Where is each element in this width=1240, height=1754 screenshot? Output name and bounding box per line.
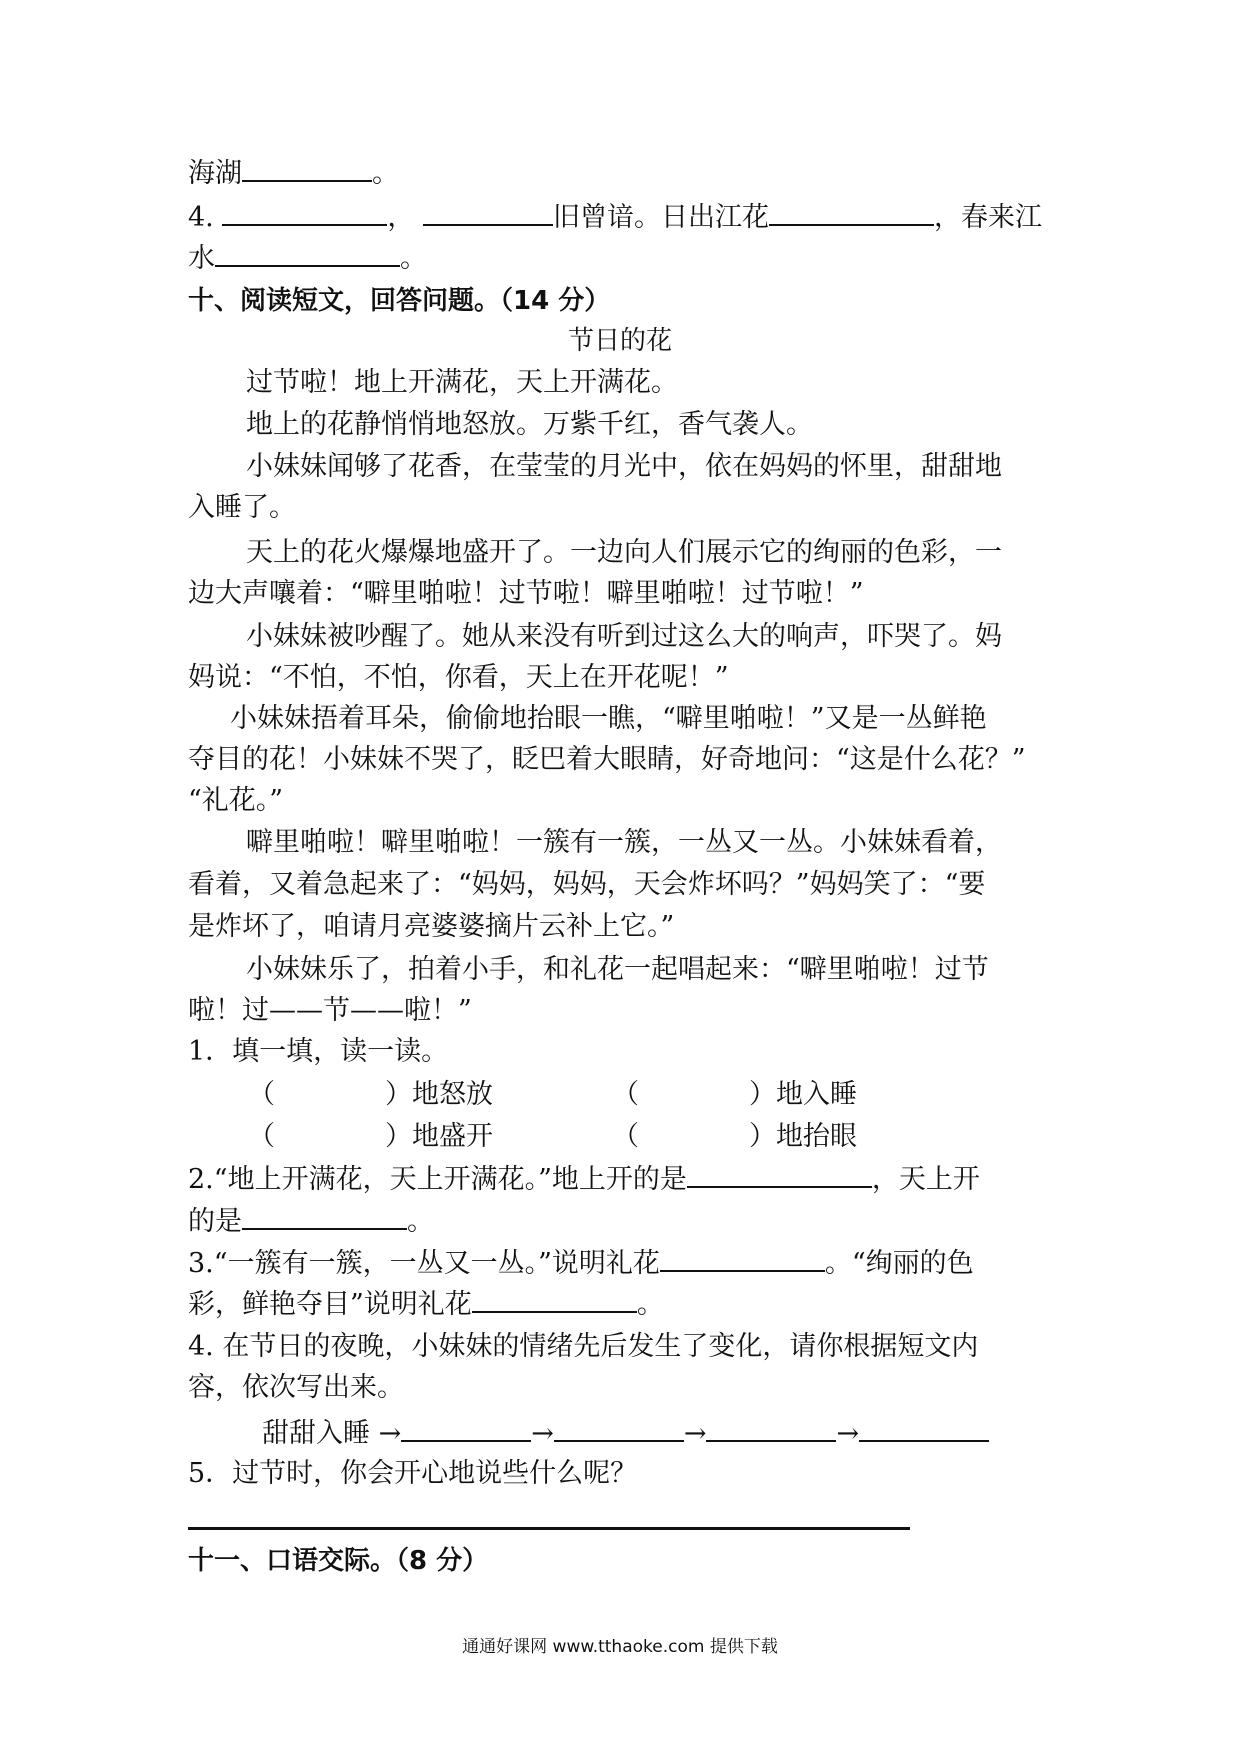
passage-paragraph: 小妹妹乐了，拍着小手，和礼花一起唱起来：“噼里啪啦！过节	[246, 954, 989, 985]
passage-paragraph: 妈说：“不怕，不怕，你看，天上在开花呢！”	[188, 662, 729, 693]
question-4-line2: 容，依次写出来。	[188, 1372, 404, 1403]
question-3: 3.“一簇有一簇，一丛又一丛。”说明礼花 。“绚丽的色	[188, 1244, 1056, 1284]
passage-paragraph: 看着，又着急起来了：“妈妈，妈妈，天会炸坏吗？”妈妈笑了：“要	[188, 869, 986, 900]
passage-title: 节日的花	[567, 326, 672, 356]
fill-blank[interactable]	[706, 1414, 836, 1442]
question-4: 4. 在节日的夜晚，小妹妹的情绪先后发生了变化，请你根据短文内	[188, 1331, 979, 1362]
passage-paragraph: 小妹妹捂着耳朵，偷偷地抬眼一瞧，“噼里啪啦！”又是一丛鲜艳	[230, 703, 987, 734]
question-2: 2.“地上开满花，天上开满花。”地上开的是 ，天上开	[188, 1160, 1056, 1200]
arrow-icon: →	[531, 1418, 554, 1449]
passage-paragraph: 噼里啪啦！噼里啪啦！一簇有一簇，一丛又一丛。小妹妹看着，	[246, 827, 1002, 858]
arrow-icon: →	[378, 1418, 402, 1449]
fill-blank[interactable]	[660, 1244, 825, 1272]
section-11-heading: 十一、口语交际。（8 分）	[188, 1546, 489, 1576]
question-1: 1．填一填，读一读。	[188, 1036, 449, 1067]
fill-paren-item[interactable]: （ ）地抬眼	[612, 1121, 857, 1152]
question-3-line2: 彩，鲜艳夺目”说明礼花 。	[188, 1285, 1056, 1325]
poem-question-4: 4. ， 旧曾谙。日出江花 ，春来江	[188, 198, 1056, 238]
footer-text: 通通好课网 www.tthaoke.com 提供下载	[462, 1637, 778, 1657]
fill-blank[interactable]	[222, 198, 387, 226]
fill-blank[interactable]	[859, 1414, 989, 1442]
question-2-line2: 的是 。	[188, 1202, 1056, 1242]
fill-blank[interactable]	[242, 154, 372, 182]
emotion-sequence: 甜甜入睡 → → → →	[262, 1414, 989, 1454]
passage-paragraph: 边大声嚷着：“噼里啪啦！过节啦！噼里啪啦！过节啦！”	[188, 578, 864, 609]
fill-blank[interactable]	[687, 1160, 872, 1188]
passage-paragraph: 小妹妹被吵醒了。她从来没有听到过这么大的响声，吓哭了。妈	[246, 621, 1002, 652]
passage-paragraph: 过节啦！地上开满花，天上开满花。	[246, 367, 678, 398]
fill-blank[interactable]	[769, 198, 934, 226]
passage-paragraph: 小妹妹闻够了花香，在莹莹的月光中，依在妈妈的怀里，甜甜地	[246, 451, 1002, 482]
question-5: 5．过节时，你会开心地说些什么呢？	[188, 1458, 638, 1489]
passage-paragraph: 夺目的花！小妹妹不哭了，眨巴着大眼睛，好奇地问：“这是什么花？”	[188, 744, 1026, 775]
poem-question-4-line2: 水 。	[188, 239, 1056, 279]
fill-blank[interactable]	[554, 1414, 684, 1442]
section-10-heading: 十、阅读短文，回答问题。（14 分）	[188, 286, 611, 316]
fill-paren-item[interactable]: （ ）地怒放	[248, 1079, 493, 1110]
arrow-icon: →	[836, 1418, 860, 1449]
fill-blank[interactable]	[423, 198, 553, 226]
fill-blank[interactable]	[472, 1285, 637, 1313]
passage-paragraph: 天上的花火爆爆地盛开了。一边向人们展示它的绚丽的色彩，一	[246, 537, 1002, 568]
passage-paragraph: 地上的花静悄悄地怒放。万紫千红，香气袭人。	[246, 409, 813, 440]
arrow-icon: →	[683, 1418, 707, 1449]
passage-paragraph: 啦！过——节——啦！”	[188, 995, 472, 1026]
answer-line[interactable]	[188, 1527, 910, 1530]
poem-line-end: 海湖 。	[188, 154, 1056, 194]
fill-blank[interactable]	[215, 239, 400, 267]
fill-paren-item[interactable]: （ ）地入睡	[612, 1079, 857, 1110]
fill-blank[interactable]	[242, 1202, 407, 1230]
fill-paren-item[interactable]: （ ）地盛开	[248, 1121, 493, 1152]
passage-paragraph: 是炸坏了，咱请月亮婆婆摘片云补上它。”	[188, 911, 675, 942]
passage-paragraph: 入睡了。	[188, 492, 296, 523]
passage-paragraph: “礼花。”	[188, 785, 284, 816]
fill-blank[interactable]	[401, 1414, 531, 1442]
